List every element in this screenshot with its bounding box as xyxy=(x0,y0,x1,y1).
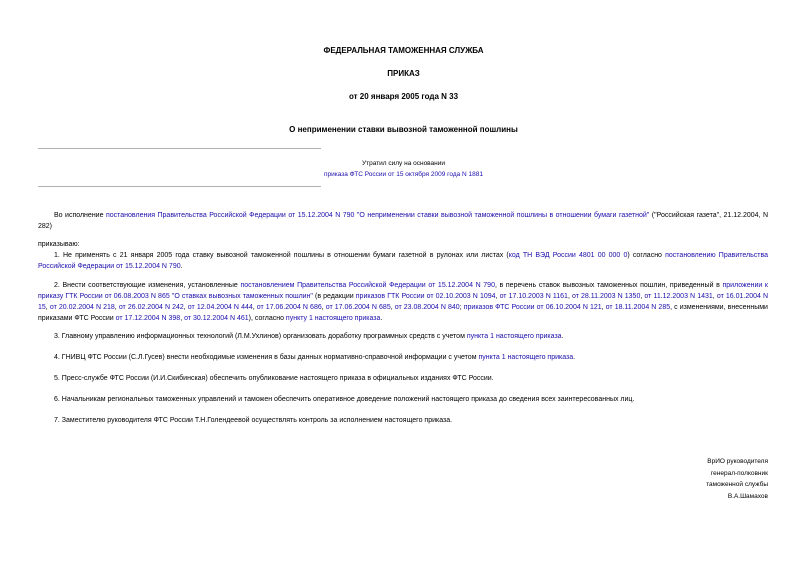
item-2-link[interactable]: приказов ГТК России от 02.10.2003 N 1094 xyxy=(355,293,496,300)
item-2-link[interactable]: приложении к приказу ГТК России от 06.08.2003 N 865 "О ставках вывозных таможенных пошлин" xyxy=(38,282,768,300)
agency-heading: ФЕДЕРАЛЬНАЯ ТАМОЖЕННАЯ СЛУЖБА xyxy=(323,46,484,55)
signature-rank: генерал-полковник xyxy=(710,469,768,477)
preamble-text-1: Во исполнение xyxy=(54,212,106,219)
preamble-resolution-link[interactable]: постановления Правительства Российской Федерации от 15.12.2004 N 790 "О неприменении ставки вывозной таможенной пошлины в отношении бумаги газетной" xyxy=(105,212,650,219)
item-2-text: , xyxy=(390,304,395,311)
item-2-link[interactable]: от 12.04.2004 N 444 xyxy=(187,304,253,311)
top-divider xyxy=(38,148,321,149)
item-2-link[interactable]: от 18.11.2004 N 285 xyxy=(605,304,671,311)
item-3-text-2: . xyxy=(561,333,564,340)
item-2-text: , xyxy=(45,304,50,311)
preamble-paragraph xyxy=(38,210,768,232)
item-1-text-3: . xyxy=(180,263,183,270)
item-2-text: , xyxy=(183,304,188,311)
item-1-paragraph xyxy=(38,250,768,272)
item-2-link[interactable]: от 17.10.2003 N 1161 xyxy=(499,293,568,300)
item-1-resolution-link[interactable]: постановлению Правительства Российской Федерации от 15.12.2004 N 790 xyxy=(38,252,768,270)
item-2-link[interactable]: пункту 1 настоящего приказа xyxy=(285,315,381,322)
lost-force-link[interactable]: приказа ФТС России от 15 октября 2009 года N 1881 xyxy=(323,171,484,178)
item-2-link[interactable]: от 26.02.2004 N 242 xyxy=(118,304,184,311)
item-2-text: , xyxy=(640,293,645,300)
item-2-link[interactable]: от 16.01.2004 N 15 xyxy=(38,293,769,311)
item-2-link[interactable]: от 30.12.2004 N 461 xyxy=(184,315,249,322)
item-3-paragraph xyxy=(38,331,768,342)
item-2-link[interactable]: от 17.06.2004 N 685 xyxy=(325,304,391,311)
signature-position: ВрИО руководителя xyxy=(707,458,768,465)
item-4-paragraph xyxy=(38,352,768,363)
item-2-text: ; xyxy=(459,304,464,311)
item-2-text: , с изменениями, внесенными приказами ФТС России xyxy=(38,304,768,322)
item-4-text-2: . xyxy=(573,354,576,361)
item-1-text-2: ) согласно xyxy=(627,252,666,259)
document-title: О неприменении ставки вывозной таможенной пошлины xyxy=(289,125,518,134)
item-2-text: , в перечень ставок вывозных таможенных пошлин, приведенный в xyxy=(494,282,723,289)
document-date-number: от 20 января 2005 года N 33 xyxy=(348,92,459,101)
item-2-link[interactable]: от 11.12.2003 N 1431 xyxy=(644,293,713,300)
signature-name: В.А.Шамахов xyxy=(727,492,768,500)
item-2-text: , xyxy=(712,293,717,300)
item-2-text: , xyxy=(321,304,326,311)
item-2-link[interactable]: от 20.02.2004 N 218 xyxy=(49,304,115,311)
item-2-text: , xyxy=(601,304,606,311)
item-2-text: , xyxy=(180,315,185,322)
bottom-divider xyxy=(38,186,321,187)
item-2-text: , xyxy=(495,293,500,300)
item-3-link[interactable]: пункта 1 настоящего приказа xyxy=(466,333,562,340)
item-2-text: ), согласно xyxy=(248,315,286,322)
item-2-text: , xyxy=(252,304,257,311)
item-2-link[interactable]: от 17.06.2004 N 686 xyxy=(256,304,322,311)
item-2-text: , xyxy=(114,304,119,311)
preamble-text-2: ("Российская газета", 21.12.2004, N 282) xyxy=(38,212,769,230)
item-2-link[interactable]: приказов ФТС России от 06.10.2004 N 121 xyxy=(463,304,602,311)
item-1-code-link[interactable]: код ТН ВЭД России 4801 00 000 0 xyxy=(508,252,628,259)
item-3-text-1: 3. Главному управлению информационных технологий (Л.М.Ухлинов) организовать доработку программных средств с учетом xyxy=(54,333,467,340)
item-1-text-1: 1. Не применять с 21 января 2005 года ставку вывозной таможенной пошлины в отношении бумаги газетной в рулонах или листах ( xyxy=(54,252,509,259)
item-2-link[interactable]: постановлением Правительства Российской Федерации от 15.12.2004 N 790 xyxy=(240,282,495,289)
item-2-text: (в редакции xyxy=(312,293,356,300)
item-2-text: , xyxy=(567,293,572,300)
item-2-text: . xyxy=(380,315,383,322)
document-type-heading: ПРИКАЗ xyxy=(387,69,420,78)
item-7-paragraph: 7. Заместителю руководителя ФТС России Т.Н.Голендеевой осуществлять контроль за исполнением настоящего приказа. xyxy=(54,417,453,424)
item-4-text-1: 4. ГНИВЦ ФТС России (С.Л.Гусев) внести необходимые изменения в базы данных нормативно-справочной информации с учетом xyxy=(54,354,479,361)
item-4-link[interactable]: пункта 1 настоящего приказа xyxy=(478,354,574,361)
item-2-paragraph xyxy=(38,280,768,324)
item-2-link[interactable]: от 23.08.2004 N 840 xyxy=(394,304,460,311)
item-2-link[interactable]: от 17.12.2004 N 398 xyxy=(115,315,181,322)
order-word: приказываю: xyxy=(38,241,80,248)
item-6-paragraph: 6. Начальникам региональных таможенных управлений и таможен обеспечить оперативное доведение положений настоящего приказа до сведения всех заинтересованных лиц. xyxy=(54,396,635,403)
item-5-paragraph: 5. Пресс-службе ФТС России (И.И.Скибинская) обеспечить опубликование настоящего приказа в официальных изданиях ФТС России. xyxy=(54,375,494,382)
item-2-link[interactable]: от 28.11.2003 N 1350 xyxy=(571,293,641,300)
signature-block xyxy=(560,456,768,502)
item-2-text: 2. Внести соответствующие изменения, установленные xyxy=(54,282,241,289)
lost-force-note: Утратил силу на основании xyxy=(361,160,446,167)
lost-force-line xyxy=(0,170,807,180)
signature-service: таможенной службы xyxy=(706,481,768,488)
